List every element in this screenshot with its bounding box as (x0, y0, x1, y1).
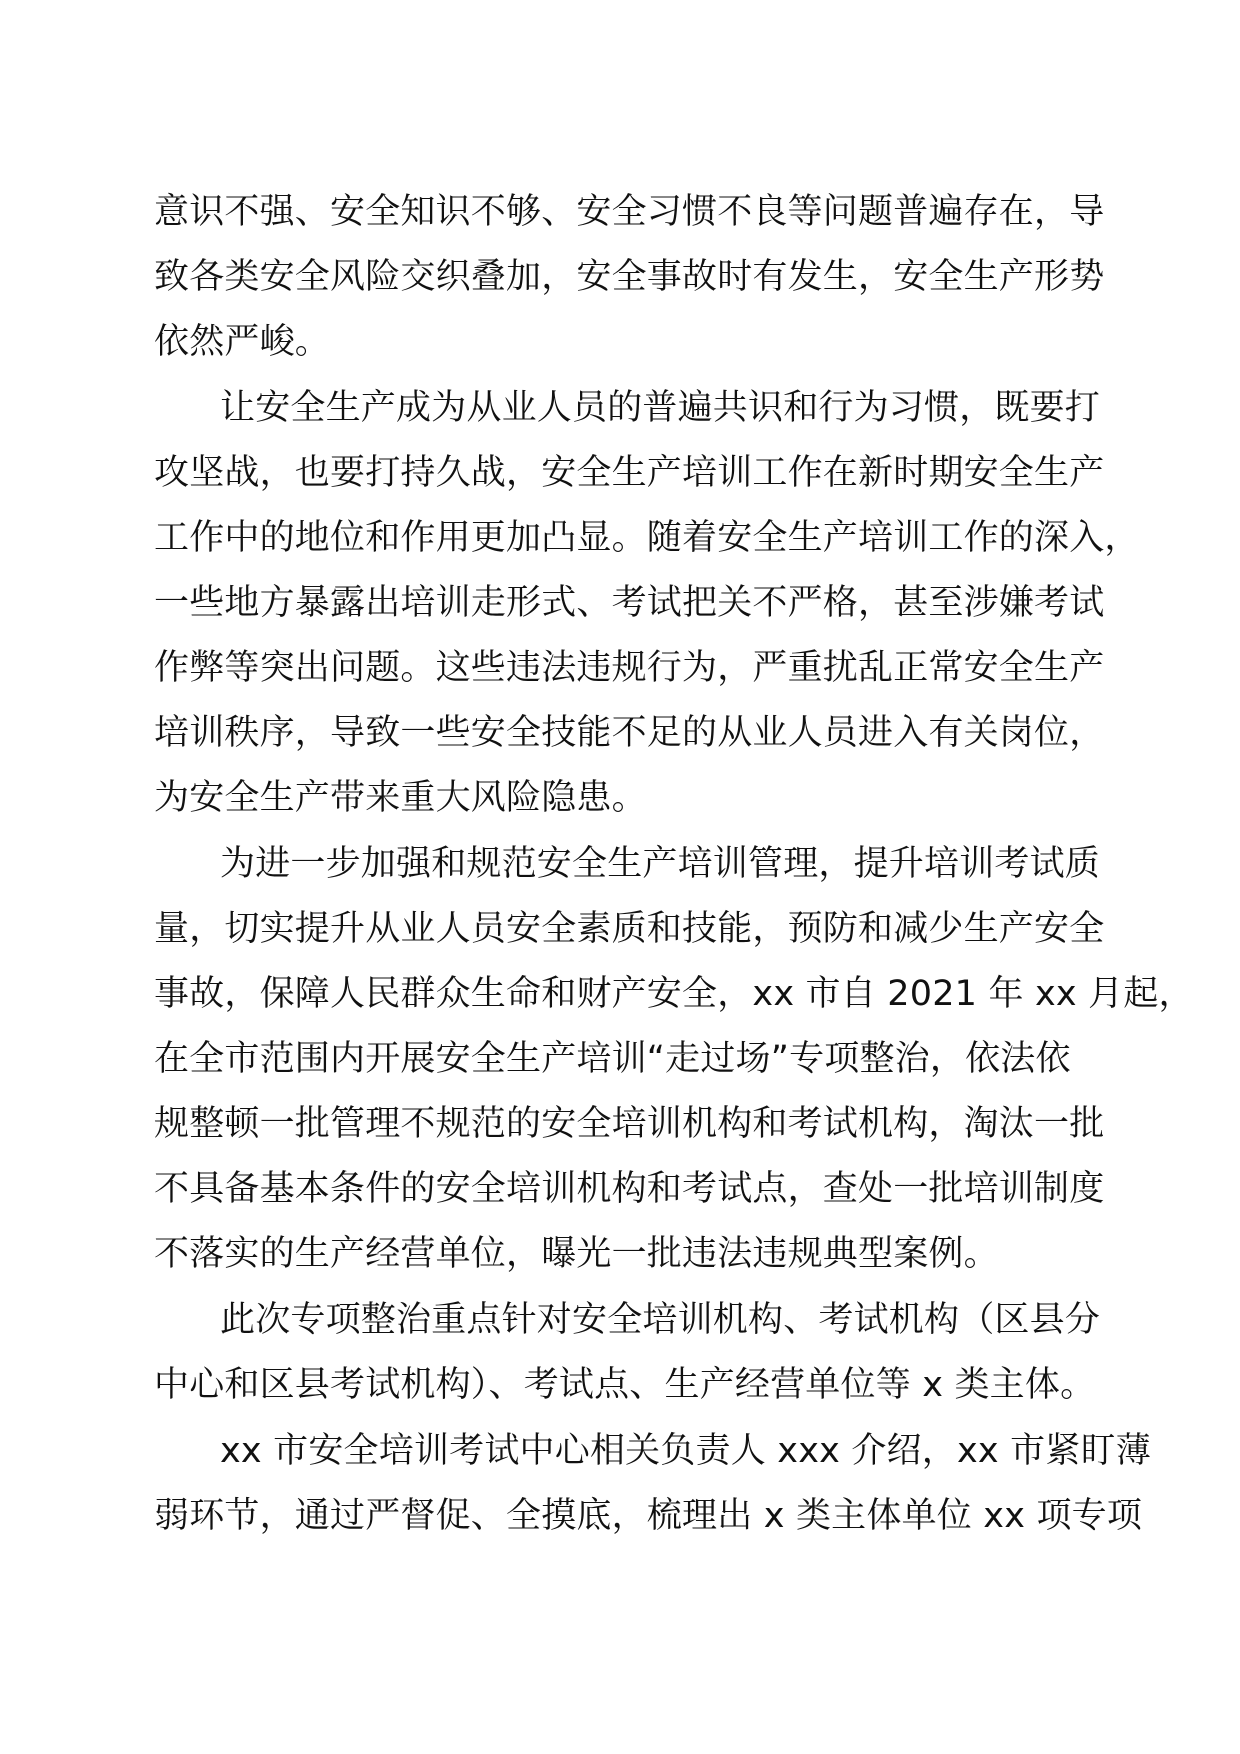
paragraph-line: 致各类安全风险交织叠加，安全事故时有发生，安全生产形势 (154, 257, 1105, 297)
paragraph-line: 培训秩序，导致一些安全技能不足的从业人员进入有关岗位， (154, 713, 1105, 753)
paragraph-line: 在全市范围内开展安全生产培训“走过场”专项整治，依法依 (154, 1039, 1071, 1079)
paragraph-line: 依然严峻。 (154, 322, 331, 362)
paragraph-line: 意识不强、安全知识不够、安全习惯不良等问题普遍存在，导 (154, 192, 1105, 232)
paragraph-line: 作弊等突出问题。这些违法违规行为，严重扰乱正常安全生产 (154, 648, 1105, 688)
document-body (154, 180, 1194, 1549)
paragraph-line: 让安全生产成为从业人员的普遍共识和行为习惯，既要打 (220, 388, 1101, 428)
paragraph-line: 攻坚战，也要打持久战，安全生产培训工作在新时期安全生产 (154, 453, 1105, 493)
paragraph-line: 工作中的地位和作用更加凸显。随着安全生产培训工作的深入， (154, 518, 1140, 558)
paragraph-line: 为进一步加强和规范安全生产培训管理，提升培训考试质 (220, 844, 1101, 884)
paragraph-line: xx 市安全培训考试中心相关负责人 xxx 介绍，xx 市紧盯薄 (220, 1431, 1151, 1471)
paragraph-line: 规整顿一批管理不规范的安全培训机构和考试机构，淘汰一批 (154, 1104, 1105, 1144)
paragraph-line: 为安全生产带来重大风险隐患。 (154, 778, 647, 818)
paragraph-line: 量，切实提升从业人员安全素质和技能，预防和减少生产安全 (154, 909, 1105, 949)
paragraph-line: 此次专项整治重点针对安全培训机构、考试机构（区县分 (220, 1300, 1101, 1340)
paragraph-line: 弱环节，通过严督促、全摸底，梳理出 x 类主体单位 xx 项专项 (154, 1496, 1143, 1536)
paragraph-line: 事故，保障人民群众生命和财产安全，xx 市自 2021 年 xx 月起， (154, 974, 1194, 1014)
paragraph-line: 不落实的生产经营单位，曝光一批违法违规典型案例。 (154, 1234, 999, 1274)
paragraph-line: 不具备基本条件的安全培训机构和考试点，查处一批培训制度 (154, 1169, 1105, 1209)
paragraph-line: 中心和区县考试机构）、考试点、生产经营单位等 x 类主体。 (154, 1365, 1096, 1405)
paragraph-line: 一些地方暴露出培训走形式、考试把关不严格，甚至涉嫌考试 (154, 583, 1105, 623)
